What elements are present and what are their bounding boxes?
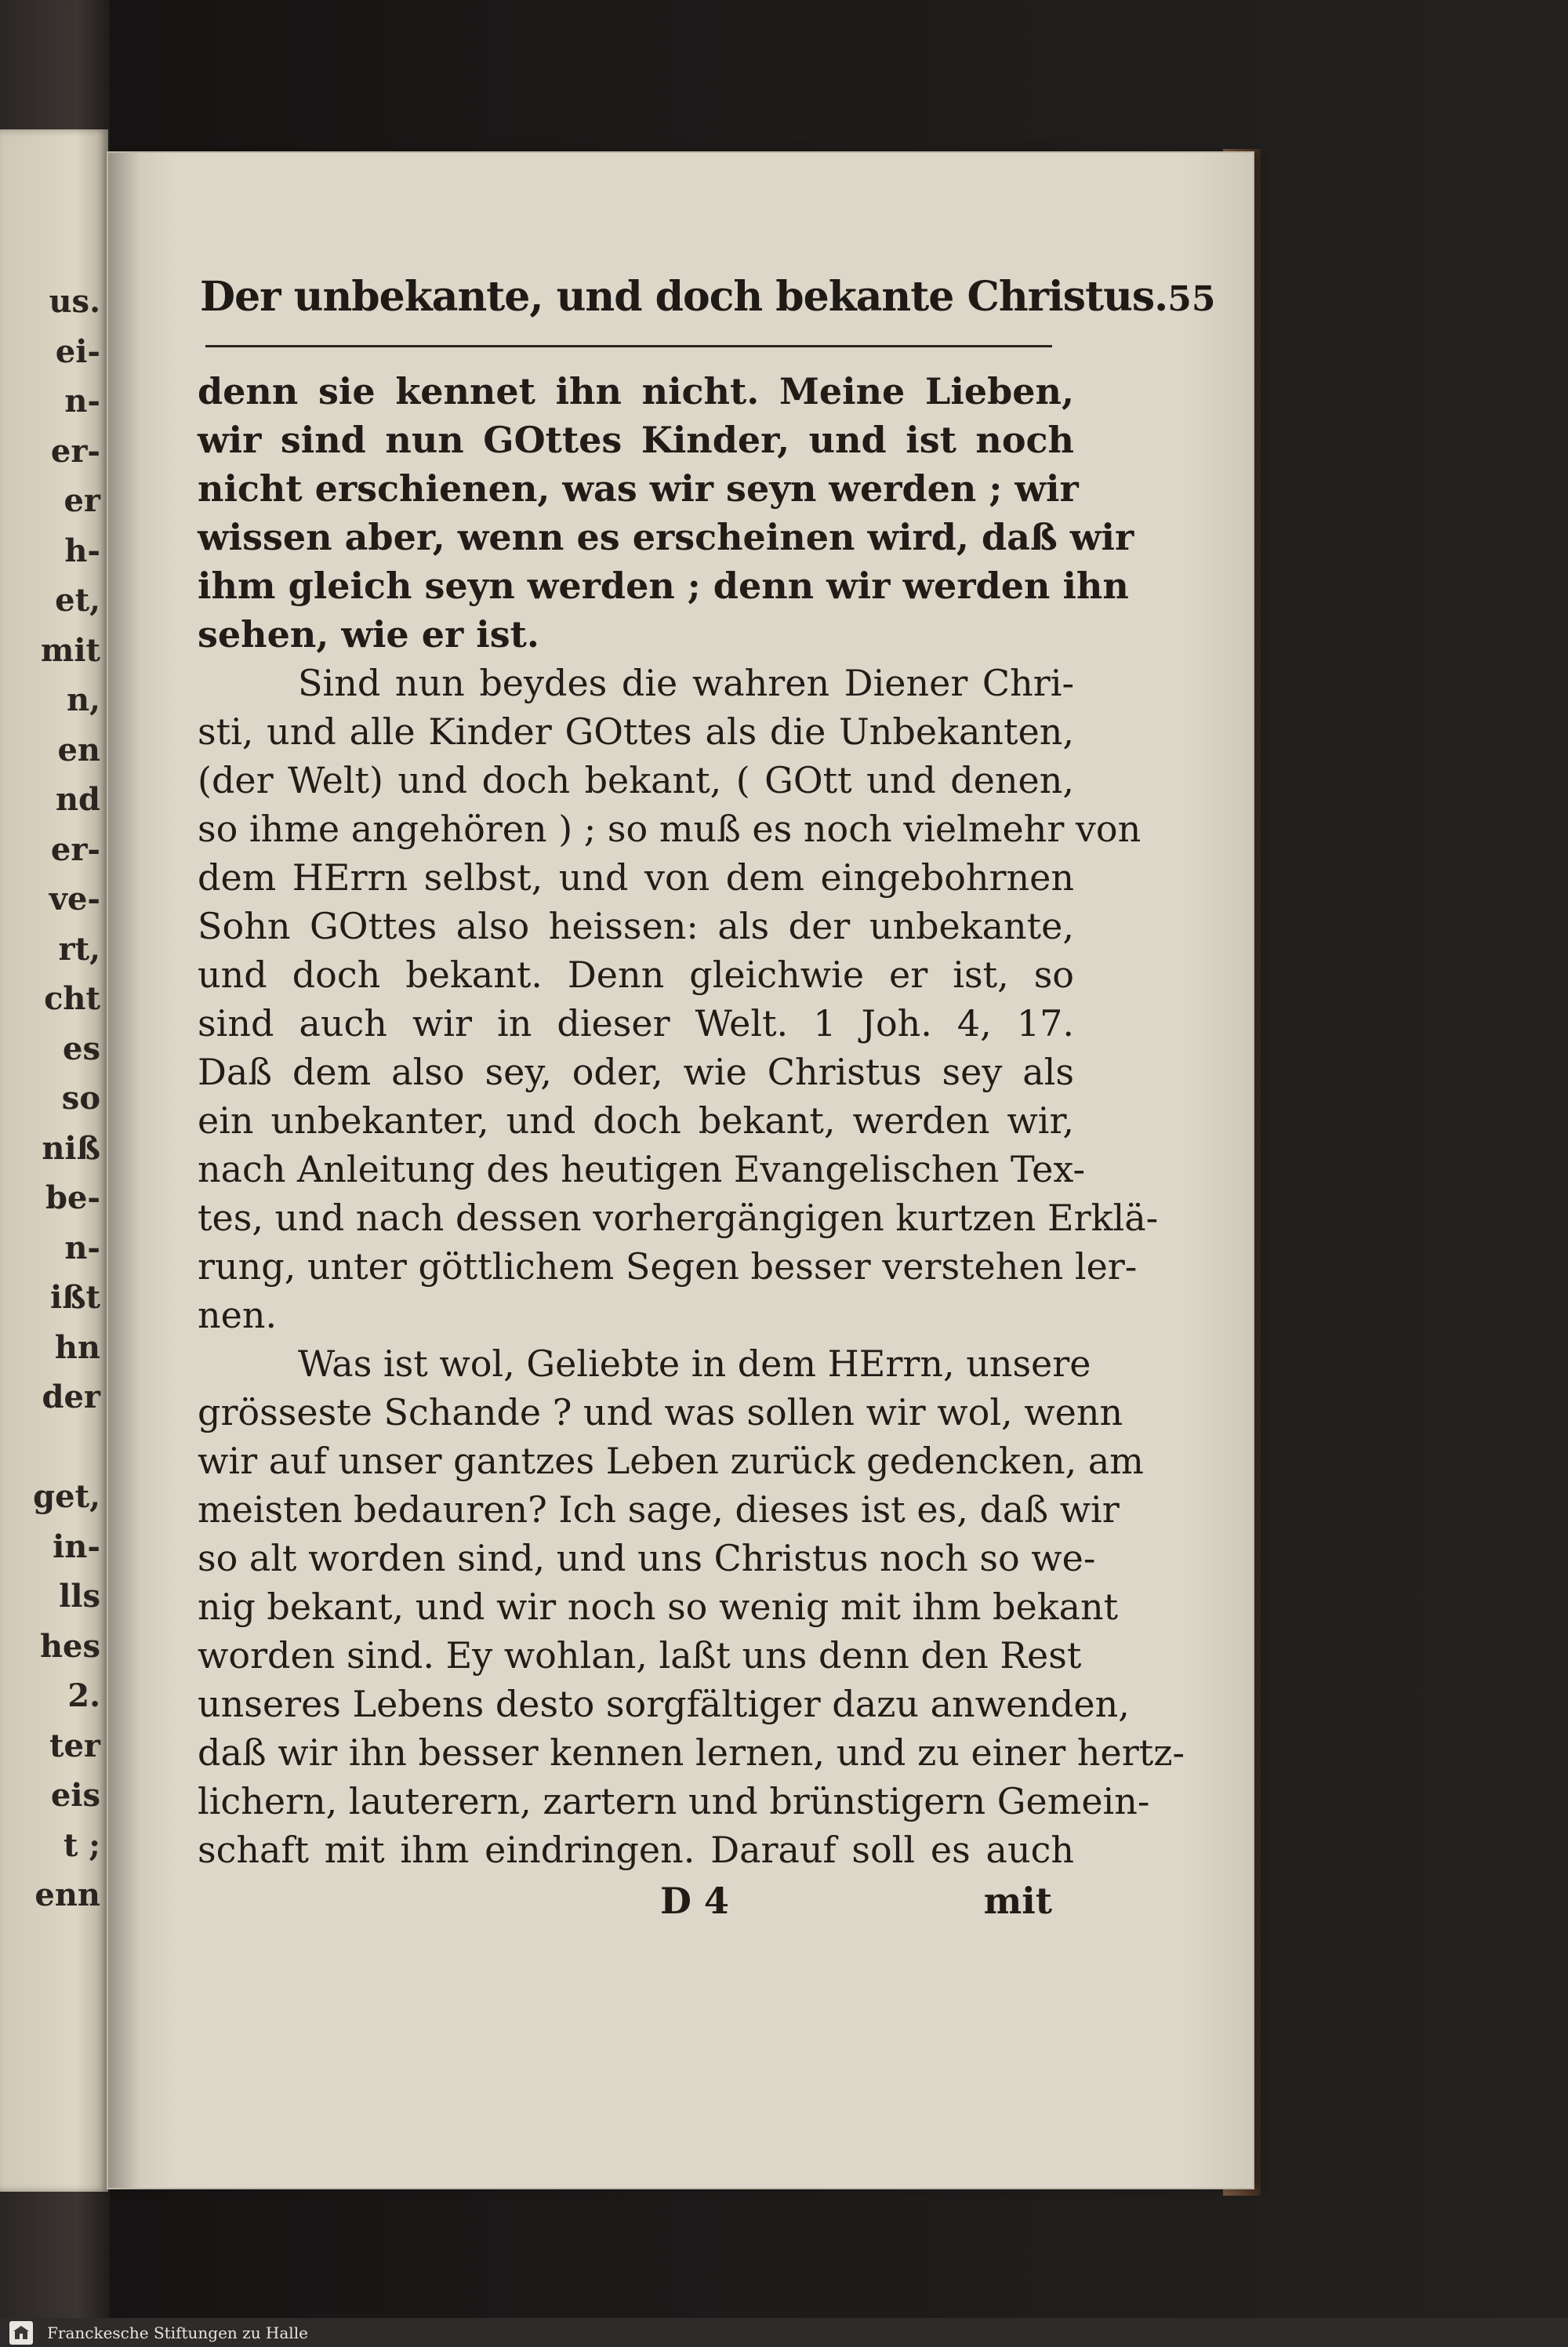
- text-line: so alt worden sind, und uns Christus noch so we-: [198, 1537, 1096, 1579]
- left-page-fragment: ve-: [49, 881, 100, 917]
- text-line: ein unbekanter, und doch bekant, werden wir,: [198, 1099, 1074, 1142]
- text-line: nicht erschienen, was wir seyn werden ; wir: [198, 467, 1079, 510]
- text-line: dem HErrn selbst, und von dem eingebohrnen: [198, 856, 1074, 899]
- text-line: rung, unter göttlichem Segen besser verstehen ler-: [198, 1245, 1138, 1288]
- text-line: meisten bedauren? Ich sage, dieses ist es, daß wir: [198, 1488, 1120, 1531]
- left-page-fragment: enn: [34, 1877, 100, 1913]
- left-page-fragment: es: [63, 1030, 100, 1067]
- left-page-fragment: t ;: [63, 1826, 100, 1864]
- text-line: denn sie kennet ihn nicht. Meine Lieben,: [198, 370, 1074, 412]
- viewer-footer: [0, 2318, 1568, 2347]
- left-page-fragment: n-: [64, 383, 100, 420]
- text-line: lichern, lauterern, zartern und brünstigern Gemein-: [198, 1780, 1150, 1822]
- left-page-fragment: h-: [64, 532, 100, 569]
- text-line: Daß dem also sey, oder, wie Christus sey als: [198, 1051, 1074, 1093]
- left-page-fragment: ißt: [49, 1279, 100, 1316]
- text-line: Sohn GOttes also heissen: als der unbekante,: [198, 905, 1074, 947]
- text-line: nach Anleitung des heutigen Evangelischen Tex-: [198, 1148, 1086, 1190]
- text-line: worden sind. Ey wohlan, laßt uns denn den Rest: [198, 1634, 1082, 1677]
- header-rule: [205, 345, 1052, 347]
- left-page-fragment: hn: [54, 1328, 100, 1366]
- text-line: sind auch wir in dieser Welt. 1 Joh. 4, 17.: [198, 1002, 1074, 1045]
- text-line: tes, und nach dessen vorhergängigen kurtzen Erklä-: [198, 1197, 1159, 1239]
- text-line: wir sind nun GOttes Kinder, und ist noch: [198, 419, 1074, 461]
- text-line: wir auf unser gantzes Leben zurück gedencken, am: [198, 1440, 1144, 1482]
- text-line: und doch bekant. Denn gleichwie er ist, so: [198, 954, 1074, 996]
- gutter-shadow: [108, 153, 140, 2188]
- left-page-fragment: cht: [44, 980, 100, 1017]
- left-page-edge: [0, 129, 108, 2192]
- left-page-fragment: so: [61, 1080, 100, 1117]
- left-page-fragment: n,: [66, 681, 100, 718]
- left-page-fragment: in-: [53, 1528, 100, 1565]
- body-text: [198, 367, 1185, 1874]
- left-page-fragment: der: [42, 1379, 100, 1415]
- left-page-fragment: eis: [50, 1777, 100, 1814]
- left-page-fragment: be-: [45, 1179, 100, 1216]
- left-page-fragment: et,: [55, 582, 100, 619]
- left-page-fragment: lls: [59, 1578, 100, 1615]
- text-line: ihm gleich seyn werden ; denn wir werden ihn: [198, 565, 1129, 607]
- left-page-fragment: en: [57, 731, 100, 768]
- text-line: wissen aber, wenn es erscheinen wird, daß wir: [198, 516, 1134, 558]
- left-page-fragment: get,: [33, 1478, 100, 1515]
- left-page-fragment: mit: [41, 631, 100, 669]
- text-line: daß wir ihn besser kennen lernen, und zu einer hertz-: [198, 1731, 1185, 1774]
- footer-institution: Franckesche Stiftungen zu Halle: [47, 2323, 308, 2342]
- text-line: sehen, wie er ist.: [198, 613, 539, 656]
- catchword: mit: [983, 1880, 1052, 1922]
- running-title: Der unbekante, und doch bekante Christus.: [200, 273, 1168, 321]
- page-foot: [198, 1880, 1052, 1928]
- left-page-fragment: us.: [49, 283, 100, 320]
- left-page-fragment: ter: [49, 1727, 100, 1764]
- left-page-fragment: rt,: [58, 930, 100, 968]
- text-line: sti, und alle Kinder GOttes als die Unbekanten,: [198, 710, 1074, 753]
- text-line: (der Welt) und doch bekant, ( GOtt und denen,: [198, 759, 1074, 801]
- left-page-fragment: nd: [55, 781, 100, 818]
- left-page-fragment: er: [64, 482, 100, 519]
- left-page-fragment: 2.: [67, 1677, 100, 1714]
- left-page-fragment: n-: [64, 1229, 100, 1266]
- text-line: so ihme angehören ) ; so muß es noch vielmehr von: [198, 808, 1142, 850]
- foundation-emblem-icon: [9, 2321, 33, 2345]
- page-number: 55: [1167, 279, 1216, 319]
- text-line: grösseste Schande ? und was sollen wir wol, wenn: [198, 1391, 1123, 1433]
- left-page-fragment: er-: [50, 830, 100, 868]
- text-line: unseres Lebens desto sorgfältiger dazu anwenden,: [198, 1683, 1130, 1725]
- text-line: nig bekant, und wir noch so wenig mit ihm bekant: [198, 1586, 1119, 1628]
- left-page-fragment: hes: [39, 1627, 100, 1665]
- text-line: Was ist wol, Geliebte in dem HErrn, unsere: [298, 1342, 1091, 1385]
- left-page-fragment: er-: [50, 432, 100, 470]
- running-head: [200, 273, 1216, 328]
- text-line: Sind nun beydes die wahren Diener Chri-: [298, 662, 1074, 704]
- signature-mark: D 4: [660, 1880, 729, 1922]
- left-page-fragment: niß: [42, 1129, 100, 1167]
- left-page-fragment: ei-: [55, 332, 100, 370]
- text-line: nen.: [198, 1294, 278, 1336]
- text-line: schaft mit ihm eindringen. Darauf soll es auch: [198, 1829, 1074, 1871]
